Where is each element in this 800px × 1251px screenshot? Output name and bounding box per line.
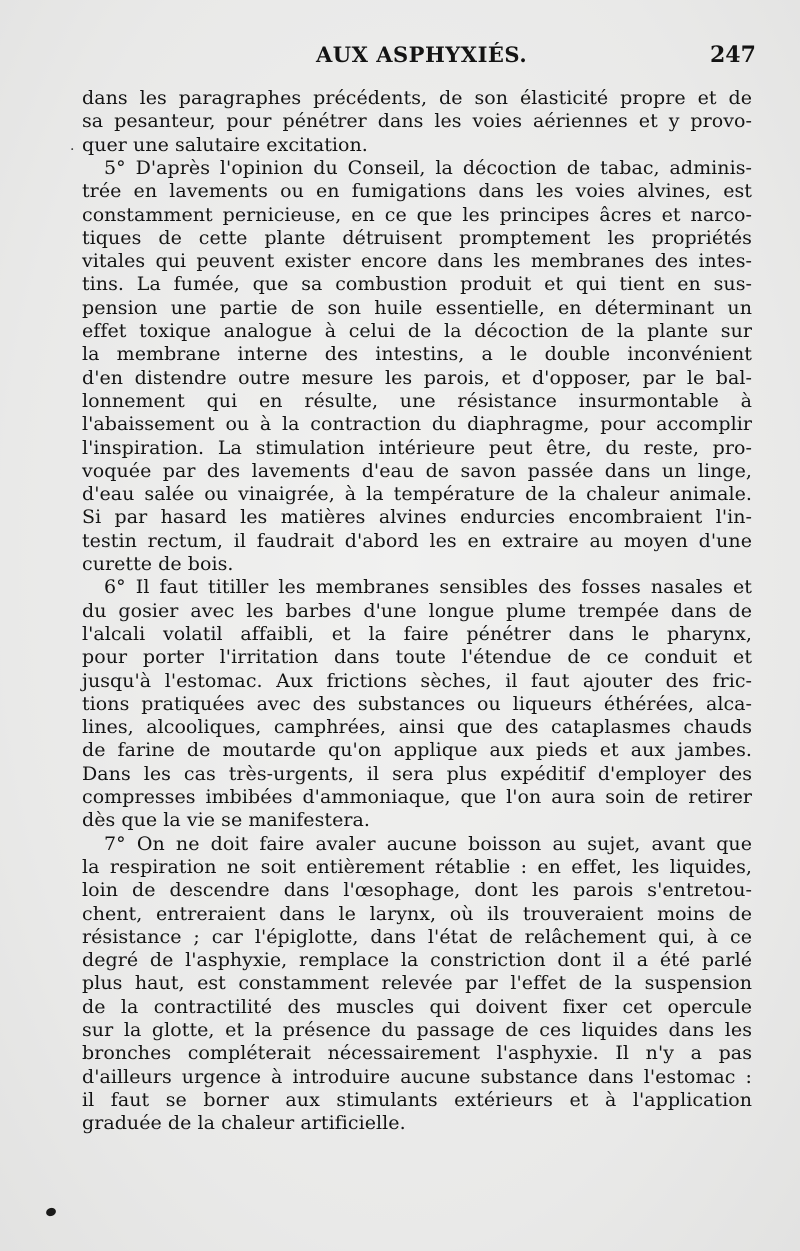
running-title: AUX ASPHYXIÉS. (316, 42, 528, 67)
text-line: l'alcali volatil affaibli, et la faire pénétrer dans le pharynx, (82, 622, 752, 645)
text-line: lonnement qui en résulte, une résistance insurmontable à (82, 389, 752, 412)
text-line: chent, entreraient dans le larynx, où ils trouveraient moins de (82, 902, 752, 925)
text-line: pour porter l'irritation dans toute l'étendue de ce conduit et (82, 646, 752, 669)
text-line: plus haut, est constamment relevée par l'effet de la suspension (82, 972, 752, 995)
page-number: 247 (710, 42, 756, 68)
text-line: la respiration ne soit entièrement rétablie : en effet, les liquides, (82, 855, 752, 878)
text-line: bronches compléterait nécessairement l'asphyxie. Il n'y a pas (82, 1042, 752, 1065)
running-head (0, 40, 800, 74)
text-line: de la contractilité des muscles qui doivent fixer cet opercule (82, 995, 752, 1018)
text-line: résistance ; car l'épiglotte, dans l'état de relâchement qui, à ce (82, 925, 752, 948)
text-line: 7° On ne doit faire avaler aucune boisson au sujet, avant que (104, 832, 752, 855)
text-line: curette de bois. (82, 553, 234, 575)
text-line: dès que la vie se manifestera. (82, 809, 370, 832)
text-line: testin rectum, il faudrait d'abord les en extraire au moyen d'une (82, 529, 752, 552)
text-line: de farine de moutarde qu'on applique aux pieds et aux jambes. (82, 739, 752, 762)
text-line: quer une salutaire excitation. (82, 133, 368, 156)
text-line: graduée de la chaleur artificielle. (82, 1112, 406, 1135)
text-line: tins. La fumée, que sa combustion produit et qui tient en sus- (82, 273, 752, 296)
text-line: Dans les cas très-urgents, il sera plus expéditif d'employer des (82, 762, 752, 785)
text-line: lines, alcooliques, camphrées, ainsi que des cataplasmes chauds (82, 716, 752, 739)
text-line: tiques de cette plante détruisent promptement les propriétés (82, 226, 752, 249)
ink-blot (45, 1207, 57, 1218)
text-line: 5° D'après l'opinion du Conseil, la décoction de tabac, adminis- (104, 156, 752, 179)
text-line: tions pratiquées avec des substances ou liqueurs éthérées, alca- (82, 692, 752, 715)
text-line: l'inspiration. La stimulation intérieure peut être, du reste, pro- (82, 436, 752, 459)
text-line: degré de l'asphyxie, remplace la constriction dont il a été parlé (82, 949, 752, 972)
text-line: d'ailleurs urgence à introduire aucune substance dans l'estomac : (82, 1065, 752, 1088)
text-line: voquée par des lavements d'eau de savon passée dans un linge, (82, 459, 752, 482)
text-line: compresses imbibées d'ammoniaque, que l'on aura soin de retirer (82, 786, 752, 808)
text-line: d'eau salée ou vinaigrée, à la température de la chaleur animale. (82, 483, 752, 506)
text-line: trée en lavements ou en fumigations dans les voies alvines, est (82, 180, 752, 203)
text-line: effet toxique analogue à celui de la décoction de la plante sur (82, 320, 752, 342)
text-line: d'en distendre outre mesure les parois, et d'opposer, par le bal- (82, 366, 752, 389)
text-line: jusqu'à l'estomac. Aux frictions sèches, il faut ajouter des fric- (82, 669, 752, 692)
margin-mark: · (70, 142, 75, 158)
text-line: vitales qui peuvent exister encore dans les membranes des intes- (82, 250, 752, 273)
text-line: Si par hasard les matières alvines endurcies encombraient l'in- (82, 506, 752, 529)
text-line: du gosier avec les barbes d'une longue plume trempée dans de (82, 599, 752, 622)
text-line: 6° Il faut titiller les membranes sensibles des fosses nasales et (104, 576, 752, 599)
text-line: sa pesanteur, pour pénétrer dans les voies aériennes et y provo- (82, 110, 752, 133)
text-line: la membrane interne des intestins, a le double inconvénient (82, 343, 752, 366)
text-line: constamment pernicieuse, en ce que les principes âcres et narco- (82, 203, 752, 226)
text-line: dans les paragraphes précédents, de son élasticité propre et de (82, 87, 752, 109)
text-line: il faut se borner aux stimulants extérieurs et à l'application (82, 1088, 752, 1111)
text-line: sur la glotte, et la présence du passage de ces liquides dans les (82, 1019, 752, 1041)
text-line: loin de descendre dans l'œsophage, dont les parois s'entretou- (82, 879, 752, 902)
text-line: pension une partie de son huile essentielle, en déterminant un (82, 296, 752, 319)
text-line: l'abaissement ou à la contraction du diaphragme, pour accomplir (82, 413, 752, 436)
